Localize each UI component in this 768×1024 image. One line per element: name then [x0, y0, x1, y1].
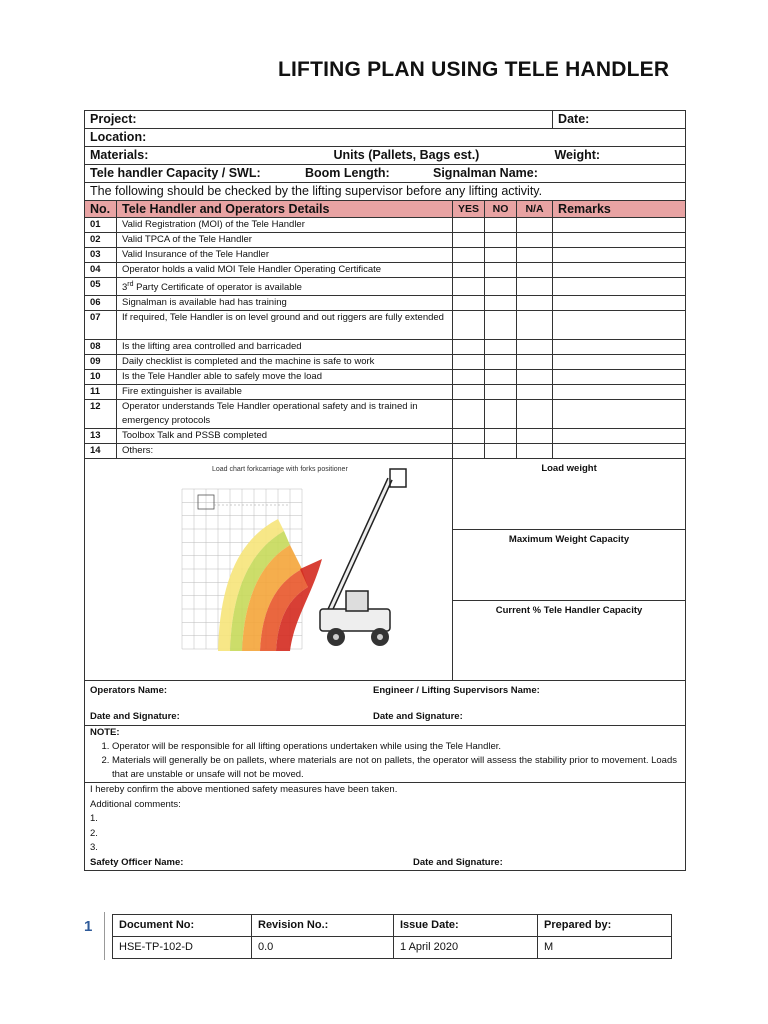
- na-checkbox[interactable]: [517, 278, 553, 296]
- checklist-row: [85, 278, 686, 296]
- item-number: 13: [85, 429, 117, 444]
- no-checkbox[interactable]: [485, 340, 517, 355]
- location-field[interactable]: Location:: [85, 129, 686, 147]
- item-number: 01: [85, 218, 117, 233]
- remarks-field[interactable]: [553, 233, 686, 248]
- weight-label: Weight:: [554, 148, 601, 162]
- instruction-text: The following should be checked by the lifting supervisor before any lifting activity.: [85, 183, 686, 201]
- confirmation-block: [85, 783, 686, 871]
- na-checkbox[interactable]: [517, 218, 553, 233]
- checklist-row: [85, 248, 686, 263]
- item-number: 08: [85, 340, 117, 355]
- checklist-row: [85, 296, 686, 311]
- comment-line-1[interactable]: 1.: [90, 813, 98, 825]
- no-checkbox[interactable]: [485, 296, 517, 311]
- remarks-field[interactable]: [553, 340, 686, 355]
- item-number: 05: [85, 278, 117, 296]
- col-na: N/A: [517, 201, 553, 218]
- issue-date-value: 1 April 2020: [394, 937, 538, 959]
- item-number: 11: [85, 385, 117, 400]
- checklist-row: [85, 370, 686, 385]
- checklist-row: [85, 400, 686, 429]
- fork-carriage: [390, 469, 406, 487]
- na-checkbox[interactable]: [517, 263, 553, 278]
- units-label: Units (Pallets, Bags est.): [333, 148, 480, 162]
- remarks-field[interactable]: [553, 311, 686, 340]
- document-control-table: [112, 914, 672, 959]
- no-checkbox[interactable]: [485, 370, 517, 385]
- checklist-row: [85, 444, 686, 459]
- no-checkbox[interactable]: [485, 400, 517, 429]
- comment-line-3[interactable]: 3.: [90, 842, 98, 854]
- na-checkbox[interactable]: [517, 385, 553, 400]
- yes-checkbox[interactable]: [453, 444, 485, 459]
- revision-header: Revision No.:: [252, 915, 394, 937]
- yes-checkbox[interactable]: [453, 278, 485, 296]
- item-text: If required, Tele Handler is on level ground and out riggers are fully extended: [117, 311, 453, 340]
- item-text: Is the lifting area controlled and barricaded: [117, 340, 453, 355]
- na-checkbox[interactable]: [517, 370, 553, 385]
- checklist-row: [85, 355, 686, 370]
- telehandler-cab: [346, 591, 368, 611]
- checklist-row: [85, 385, 686, 400]
- officer-date-signature[interactable]: Date and Signature:: [413, 856, 503, 868]
- max-weight-box[interactable]: Maximum Weight Capacity: [453, 530, 685, 601]
- yes-checkbox[interactable]: [453, 263, 485, 278]
- item-text: Signalman is available had has training: [117, 296, 453, 311]
- remarks-field[interactable]: [553, 444, 686, 459]
- item-text: Toolbox Talk and PSSB completed: [117, 429, 453, 444]
- engineer-name[interactable]: Engineer / Lifting Supervisors Name:: [373, 685, 540, 697]
- checklist-row: [85, 233, 686, 248]
- wheel-hub: [333, 634, 339, 640]
- issue-date-header: Issue Date:: [394, 915, 538, 937]
- footer-divider: [104, 912, 105, 960]
- note-item: 2. Materials will generally be on pallets, where materials are not on pallets, the operator will assess the stability prior to movement. Loads that are unstable or unsafe will not be moved.: [112, 754, 680, 782]
- capacity-boxes: [453, 459, 686, 681]
- signature-block: [85, 681, 686, 726]
- doc-no-header: Document No:: [113, 915, 252, 937]
- remarks-field[interactable]: [553, 278, 686, 296]
- materials-row: [85, 147, 686, 165]
- item-text: Valid TPCA of the Tele Handler: [117, 233, 453, 248]
- load-chart-cell: [85, 459, 453, 681]
- no-checkbox[interactable]: [485, 355, 517, 370]
- page-number: 1: [84, 918, 93, 935]
- remarks-field[interactable]: [553, 248, 686, 263]
- na-checkbox[interactable]: [517, 296, 553, 311]
- date-field[interactable]: Date:: [553, 111, 686, 129]
- project-field[interactable]: Project:: [85, 111, 553, 129]
- col-yes: YES: [453, 201, 485, 218]
- page-title: LIFTING PLAN USING TELE HANDLER: [278, 58, 670, 81]
- na-checkbox[interactable]: [517, 233, 553, 248]
- revision-value: 0.0: [252, 937, 394, 959]
- item-number: 07: [85, 311, 117, 340]
- boom-label: Boom Length:: [305, 166, 390, 180]
- remarks-field[interactable]: [553, 370, 686, 385]
- na-checkbox[interactable]: [517, 444, 553, 459]
- telehandler-body: [320, 609, 390, 631]
- item-number: 14: [85, 444, 117, 459]
- wheel-hub: [377, 634, 383, 640]
- item-number: 02: [85, 233, 117, 248]
- item-text: Operator holds a valid MOI Tele Handler Operating Certificate: [117, 263, 453, 278]
- operator-date-signature[interactable]: Date and Signature:: [90, 711, 180, 723]
- doc-no-value: HSE-TP-102-D: [113, 937, 252, 959]
- no-checkbox[interactable]: [485, 429, 517, 444]
- additional-comments-label: Additional comments:: [90, 798, 181, 810]
- na-checkbox[interactable]: [517, 248, 553, 263]
- prepared-by-value: M: [538, 937, 672, 959]
- no-checkbox[interactable]: [485, 218, 517, 233]
- item-text: Daily checklist is completed and the machine is safe to work: [117, 355, 453, 370]
- confirm-statement: I hereby confirm the above mentioned safety measures have been taken.: [90, 784, 398, 796]
- note-heading: NOTE:: [90, 727, 120, 739]
- yes-checkbox[interactable]: [453, 296, 485, 311]
- no-checkbox[interactable]: [485, 444, 517, 459]
- prepared-by-header: Prepared by:: [538, 915, 672, 937]
- yes-checkbox[interactable]: [453, 355, 485, 370]
- remarks-field[interactable]: [553, 218, 686, 233]
- checklist-row: [85, 429, 686, 444]
- note-item: 1. Operator will be responsible for all lifting operations undertaken while using the Tele Handler.: [112, 740, 680, 754]
- operators-name[interactable]: Operators Name:: [90, 685, 168, 697]
- yes-checkbox[interactable]: [453, 311, 485, 340]
- yes-checkbox[interactable]: [453, 385, 485, 400]
- item-text: Others:: [117, 444, 453, 459]
- no-checkbox[interactable]: [485, 263, 517, 278]
- yes-checkbox[interactable]: [453, 400, 485, 429]
- yes-checkbox[interactable]: [453, 429, 485, 444]
- comment-line-2[interactable]: 2.: [90, 827, 98, 839]
- note-block: [85, 726, 686, 783]
- yes-checkbox[interactable]: [453, 218, 485, 233]
- capacity-row: [85, 165, 686, 183]
- current-capacity-box[interactable]: Current % Tele Handler Capacity: [495, 605, 643, 617]
- item-text: Operator understands Tele Handler operational safety and is trained in emergency protocols: [117, 400, 453, 429]
- remarks-field[interactable]: [553, 400, 686, 429]
- item-text: Is the Tele Handler able to safely move the load: [117, 370, 453, 385]
- no-checkbox[interactable]: [485, 385, 517, 400]
- na-checkbox[interactable]: [517, 311, 553, 340]
- engineer-date-signature[interactable]: Date and Signature:: [373, 711, 463, 723]
- item-number: 03: [85, 248, 117, 263]
- item-number: 10: [85, 370, 117, 385]
- col-details: Tele Handler and Operators Details: [117, 201, 453, 218]
- safety-officer-name[interactable]: Safety Officer Name:: [90, 856, 184, 868]
- load-weight-box[interactable]: Load weight: [453, 459, 685, 530]
- yes-checkbox[interactable]: [453, 340, 485, 355]
- na-checkbox[interactable]: [517, 400, 553, 429]
- lifting-plan-table: [84, 110, 686, 871]
- yes-checkbox[interactable]: [453, 233, 485, 248]
- yes-checkbox[interactable]: [453, 370, 485, 385]
- signalman-label: Signalman Name:: [433, 166, 538, 180]
- item-number: 12: [85, 400, 117, 429]
- col-no-answer: NO: [485, 201, 517, 218]
- na-checkbox[interactable]: [517, 429, 553, 444]
- remarks-field[interactable]: [553, 296, 686, 311]
- item-text: 3rd Party Certificate of operator is available: [117, 278, 453, 296]
- yes-checkbox[interactable]: [453, 248, 485, 263]
- remarks-field[interactable]: [553, 355, 686, 370]
- remarks-field[interactable]: [553, 385, 686, 400]
- col-remarks: Remarks: [553, 201, 686, 218]
- load-chart-image: [90, 459, 453, 675]
- item-text: Valid Insurance of the Tele Handler: [117, 248, 453, 263]
- item-text: Fire extinguisher is available: [117, 385, 453, 400]
- chart-caption: Load chart forkcarriage with forks positioner: [212, 466, 348, 474]
- checklist-row: [85, 263, 686, 278]
- no-checkbox[interactable]: [485, 311, 517, 340]
- checklist-row: [85, 311, 686, 340]
- checklist-row: [85, 218, 686, 233]
- item-number: 09: [85, 355, 117, 370]
- no-checkbox[interactable]: [485, 233, 517, 248]
- na-checkbox[interactable]: [517, 340, 553, 355]
- remarks-field[interactable]: [553, 429, 686, 444]
- item-text: Valid Registration (MOI) of the Tele Handler: [117, 218, 453, 233]
- item-number: 06: [85, 296, 117, 311]
- no-checkbox[interactable]: [485, 248, 517, 263]
- capacity-label: Tele handler Capacity / SWL:: [90, 166, 261, 180]
- item-number: 04: [85, 263, 117, 278]
- col-no: No.: [85, 201, 117, 218]
- materials-label: Materials:: [90, 148, 149, 162]
- remarks-field[interactable]: [553, 263, 686, 278]
- no-checkbox[interactable]: [485, 278, 517, 296]
- checklist-row: [85, 340, 686, 355]
- na-checkbox[interactable]: [517, 355, 553, 370]
